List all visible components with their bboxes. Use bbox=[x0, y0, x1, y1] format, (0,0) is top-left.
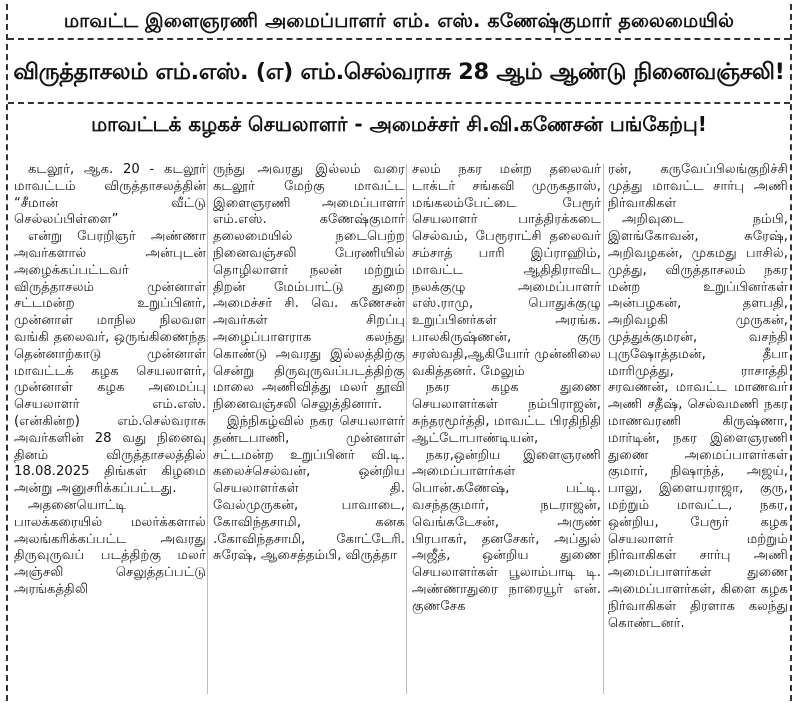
article-column-3 bbox=[412, 162, 601, 698]
column-divider bbox=[603, 164, 604, 694]
paragraph: இந்நிகழ்வில் நகர செயலாளர் தண்டபாணி, முன்னாள் சட்டமன்ற உறுப்பினர் வி.டி. கலைச்செல்வன், ஒன்றிய செயலாளர்கள் தி. வேல்முருகன், பாவாடை, கோவிந்தசாமி, கனக .கோவிந்தசாமி, கோட்டேரி. சுரேஷ், ஆசைத்தம்பி, விருத்தா bbox=[213, 413, 405, 564]
article-column-1 bbox=[14, 162, 206, 698]
article-column-4 bbox=[608, 162, 788, 698]
article-column-2 bbox=[213, 162, 405, 698]
paragraph: நகர,ஒன்றிய இளைஞரணி அமைப்பாளர்கள் பொன்.கணேஷ், பட்டி. வசந்தகுமார், நடராஜன், வெங்கடேசன், அருண் பிரபாகர், தனசேகர், அப்துல் அஜீத், ஒன்றிய துணை செயலாளர்கள் பூலாம்பாடி டி. அண்ணாதுரை நாரையூர் என். குணசேக bbox=[412, 447, 601, 614]
paragraph: அதனையொட்டி பாலக்கரையில் மலர்க்களால் அலங்கரிக்கப்பட்ட அவரது திருவுருவப் படத்திற்கு மலர் அஞ்சலி செலுத்தப்பட்டு அரங்கத்திலி bbox=[14, 497, 206, 597]
article-subhead: மாவட்டக் கழகச் செயலாளர் - அமைச்சர் சி.வி.கணேசன் பங்கேற்பு! bbox=[91, 112, 707, 136]
column-divider bbox=[207, 164, 208, 694]
paragraph: ருந்து அவரது இல்லம் வரை கடலூர் மேற்கு மாவட்ட இளைஞரணி அமைப்பாளர் எம்.எஸ். கணேஷ்குமார் தலைமையில் நடைபெற்ற நினைவஞ்சலி பேரணியில் தொழிலாளர் நலன் மற்றும் திறன் மேம்பாட்டு துறை அமைச்சர் சி. வெ. கணேசன் அவர்கள் சிறப்பு அழைப்பாளராக கலந்து கொண்டு அவரது இல்லத்திற்கு சென்று திருவுருவப்படத்திற்கு மாலை அணிவித்து மலர் தூவி நினைவஞ்சலி செலுத்தினார். bbox=[213, 162, 405, 413]
headline-divider bbox=[8, 102, 790, 104]
kicker-divider bbox=[8, 38, 790, 40]
article-headline: விருத்தாசலம் எம்.எஸ். (எ) எம்.செல்வராசு 28 ஆம் ஆண்டு நினைவஞ்சலி! bbox=[13, 59, 785, 85]
paragraph: கடலூர், ஆக. 20 - கடலூர் மாவட்டம் விருத்தாசலத்தின் “சீமான் வீட்டு செல்லப்பிள்ளை” bbox=[14, 162, 206, 228]
paragraph: அறிவுடை நம்பி, இளங்கோவன், சுரேஷ், அறிவழகன், முகமது பாசில், முத்து, விருத்தாசலம் நகர மன்ற உறுப்பினர்கள் அன்பழகன், தளபதி, அறிவழகி முருகன், முத்துக்குமரன், வசந்தி புருஷோத்தமன், தீபா மாரிமுத்து, ராசாத்தி சரவணன், மாவட்ட மாணவர் அணி சதீஷ், செல்வமணி நகர மாணவரணி கிருஷ்ணா, மார்டின், நகர இளைஞரணி துணை அமைப்பாளர்கள் குமார், நிஷாந்த், அஜய், பாலு, இளையராஜா, குரு, மற்றும் மாவட்ட, நகர, ஒன்றிய, பேரூர் கழக செயலாளர் மற்றும் நிர்வாகிகள் சார்பு அணி அமைப்பாளர்கள் துணை அமைப்பாளர்கள், கிளை கழக நிர்வாகிகள் திரளாக கலந்து கொண்டனர். bbox=[608, 212, 788, 631]
paragraph: நகர கழக துணை செயலாளர்கள் நம்பிராஜன், சுந்தரமூர்த்தி, மாவட்ட பிரதிநிதி ஆட்டோபாண்டியன், bbox=[412, 380, 601, 446]
column-divider bbox=[406, 164, 407, 694]
article-kicker: மாவட்ட இளைஞரணி அமைப்பாளர் எம். எஸ். கணேஷ்குமார் தலைமையில் bbox=[63, 10, 735, 32]
paragraph: என்று பேரறிஞர் அண்ணா அவர்களால் அன்புடன் அழைக்கப்பட்டவர் விருத்தாசலம் முன்னாள் சட்டமன்ற உறுப்பினர், முன்னாள் மாநில நிலவள வங்கி தலைவர், ஒருங்கிணைந்த தென்னாற்காடு முன்னாள் மாவட்டக் கழக செயலாளர், முன்னாள் கழக அமைப்பு செயலாளர் எம்.எஸ். (என்கின்ற) எம்.செல்வராசு அவர்களின் 28 வது நினைவு தினம் விருத்தாசலத்தில் 18.08.2025 திங்கள் கிழமை அன்று அனுசரிக்கப்பட்டது. bbox=[14, 229, 206, 497]
paragraph: ரன், கருவேப்பிலங்குறிச்சி முத்து மாவட்ட சார்பு அணி நிர்வாகிகள் bbox=[608, 162, 788, 211]
paragraph: சலம் நகர மன்ற தலைவர் டாக்டர் சங்கவி முருகதாஸ், மங்கலம்பேட்டை பேரூர் செயலாளர் பாத்திரக்கடை செல்வம், பேரூராட்சி தலைவர் சம்சாத் பாரி இப்ராஹிம், மாவட்ட ஆதிதிராவிட நலக்குழு அமைப்பாளர் எஸ்.ராமு, பொதுக்குழு உறுப்பினர்கள் அரங்க. பாலகிருஷ்ணன், குரு சரஸ்வதி,ஆகியோர் முன்னிலை வகித்தனர். மேலும் bbox=[412, 162, 601, 379]
